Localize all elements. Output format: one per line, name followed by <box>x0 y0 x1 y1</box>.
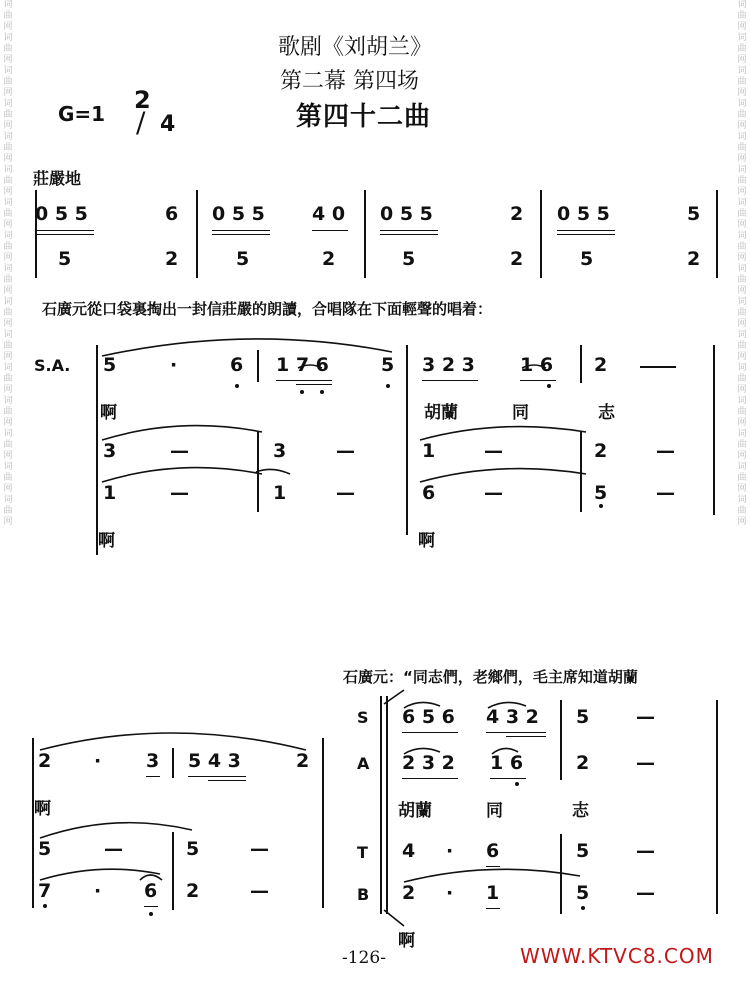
brace-stroke <box>384 910 404 926</box>
bass-note: 1 <box>273 482 287 504</box>
low-note: 2 <box>186 880 200 902</box>
intro-bass-note: 2 <box>165 248 179 270</box>
lyric: 志 <box>598 403 615 423</box>
small-slur <box>488 702 526 708</box>
lyric: 啊 <box>100 403 117 423</box>
low-dot: · <box>94 880 102 902</box>
sa-note: 1 6 <box>520 354 554 376</box>
slur-arc <box>102 339 392 356</box>
small-slur <box>492 748 518 754</box>
upper-note: 5 4 3 <box>188 750 241 772</box>
bass-note: 1 <box>103 482 117 504</box>
sa-note: 1 7 6 <box>276 354 329 376</box>
time-numerator: 2 <box>134 86 151 114</box>
brace-stroke <box>384 690 404 704</box>
slur-arc <box>40 823 192 838</box>
mid-note: 5 <box>186 838 200 860</box>
lyric: 同 <box>512 403 529 423</box>
piece-title: 第四十二曲 <box>296 102 432 132</box>
intro-bass-note: 2 <box>687 248 701 270</box>
page-number: -126- <box>342 948 386 968</box>
mid-dash: — <box>250 838 269 860</box>
mid-note: 5 <box>38 838 52 860</box>
small-slur <box>298 365 322 368</box>
sa-note: 5 <box>103 354 117 376</box>
bass-dot: · <box>446 882 454 904</box>
sa-note: 5 <box>381 354 395 376</box>
lyric: 胡蘭 <box>398 801 432 821</box>
upper-note: 2 <box>38 750 52 772</box>
sa-note: 2 <box>594 354 608 376</box>
intro-note: 5 <box>687 203 701 225</box>
tenor-dash: — <box>336 440 355 462</box>
upper-dot: · <box>94 750 102 772</box>
tenor-dot: · <box>446 840 454 862</box>
act-scene: 第二幕 第四场 <box>280 69 419 94</box>
key-signature: G=1 <box>58 102 106 126</box>
tenor-dash: — <box>636 840 655 862</box>
small-slur <box>140 875 162 880</box>
speech-line: 石廣元：“同志們，老鄉們，毛主席知道胡蘭 <box>343 668 638 686</box>
tenor-note: 5 <box>576 840 590 862</box>
bass-note: 5 <box>594 482 608 504</box>
tenor-note: 3 <box>273 440 287 462</box>
low-note: 6 <box>144 880 158 902</box>
bass-note: 6 <box>422 482 436 504</box>
intro-note: 0 5 5 <box>557 203 610 225</box>
bass-dash: — <box>656 482 675 504</box>
intro-note: 4 0 <box>312 203 346 225</box>
alto-dash: — <box>636 752 655 774</box>
upper-note: 3 <box>146 750 160 772</box>
stage-direction: 石廣元從口袋裏掏出一封信莊嚴的朗讀，合唱隊在下面輕聲的唱着： <box>42 300 493 318</box>
left-edge-watermark: 词曲网词曲网词曲网词曲网词曲网词曲网词曲网词曲网词曲网词曲网词曲网词曲网词曲网词曲网词曲网词曲网 <box>3 0 13 527</box>
low-note: 7 <box>38 880 52 902</box>
soprano-note: 5 <box>576 706 590 728</box>
tenor-note: 2 <box>594 440 608 462</box>
opera-title: 歌剧《刘胡兰》 <box>278 35 433 60</box>
slur-arc <box>404 869 580 882</box>
mid-dash: — <box>104 838 123 860</box>
soprano-note: 4 3 2 <box>486 706 539 728</box>
intro-bass-note: 5 <box>236 248 250 270</box>
tenor-dash: — <box>170 440 189 462</box>
tenor-dash: — <box>484 440 503 462</box>
bass-dash: — <box>336 482 355 504</box>
right-edge-watermark: 词曲网词曲网词曲网词曲网词曲网词曲网词曲网词曲网词曲网词曲网词曲网词曲网词曲网词曲网词曲网词曲网 <box>737 0 747 527</box>
bass-dash: — <box>170 482 189 504</box>
intro-note: 0 5 5 <box>35 203 88 225</box>
lyric: 胡蘭 <box>424 403 458 423</box>
bass-dash: — <box>484 482 503 504</box>
intro-bass-note: 2 <box>322 248 336 270</box>
bass-label: B <box>357 885 370 904</box>
time-denominator: 4 <box>160 112 176 137</box>
intro-note: 0 5 5 <box>380 203 433 225</box>
intro-note: 0 5 5 <box>212 203 265 225</box>
lyric: 啊 <box>398 931 415 951</box>
lyric: 啊 <box>418 531 435 551</box>
lyric: 志 <box>572 801 589 821</box>
tenor-note: 3 <box>103 440 117 462</box>
tenor-dash: — <box>656 440 675 462</box>
lyric: 同 <box>486 801 503 821</box>
intro-bass-note: 5 <box>580 248 594 270</box>
small-slur <box>404 702 440 708</box>
intro-bass-note: 5 <box>58 248 72 270</box>
bass-note: 1 <box>486 882 500 904</box>
intro-note: 2 <box>510 203 524 225</box>
sa-label: S.A. <box>34 356 71 375</box>
intro-note: 6 <box>165 203 179 225</box>
slur-arc <box>420 469 586 482</box>
slur-arc <box>40 733 306 750</box>
intro-bass-note: 2 <box>510 248 524 270</box>
tenor-note: 1 <box>422 440 436 462</box>
tenor-note: 6 <box>486 840 500 862</box>
sa-dot: · <box>170 354 178 376</box>
soprano-note: 6 5 6 <box>402 706 455 728</box>
upper-note: 2 <box>296 750 310 772</box>
slur-arc <box>102 426 262 440</box>
alto-note: 2 3 2 <box>402 752 455 774</box>
tenor-label: T <box>357 843 368 862</box>
site-watermark: WWW.KTVC8.COM <box>520 944 714 968</box>
bass-dash: — <box>636 882 655 904</box>
soprano-dash: — <box>636 706 655 728</box>
bass-note: 2 <box>402 882 416 904</box>
time-slash: / <box>136 106 146 139</box>
tempo-mark: 莊嚴地 <box>33 169 82 188</box>
lyric: 啊 <box>34 799 51 819</box>
lyric: 啊 <box>98 531 115 551</box>
sa-note: 3 2 3 <box>422 354 475 376</box>
alto-note: 2 <box>576 752 590 774</box>
sa-note: 6 <box>230 354 244 376</box>
intro-bass-note: 5 <box>402 248 416 270</box>
small-slur <box>522 365 546 368</box>
alto-note: 1 6 <box>490 752 524 774</box>
tenor-note: 4 <box>402 840 416 862</box>
alto-label: A <box>357 754 370 773</box>
bass-note: 5 <box>576 882 590 904</box>
small-slur <box>404 748 440 754</box>
slur-arc <box>102 468 262 482</box>
slur-arc <box>420 427 586 440</box>
soprano-label: S <box>357 708 369 727</box>
low-dash: — <box>250 880 269 902</box>
